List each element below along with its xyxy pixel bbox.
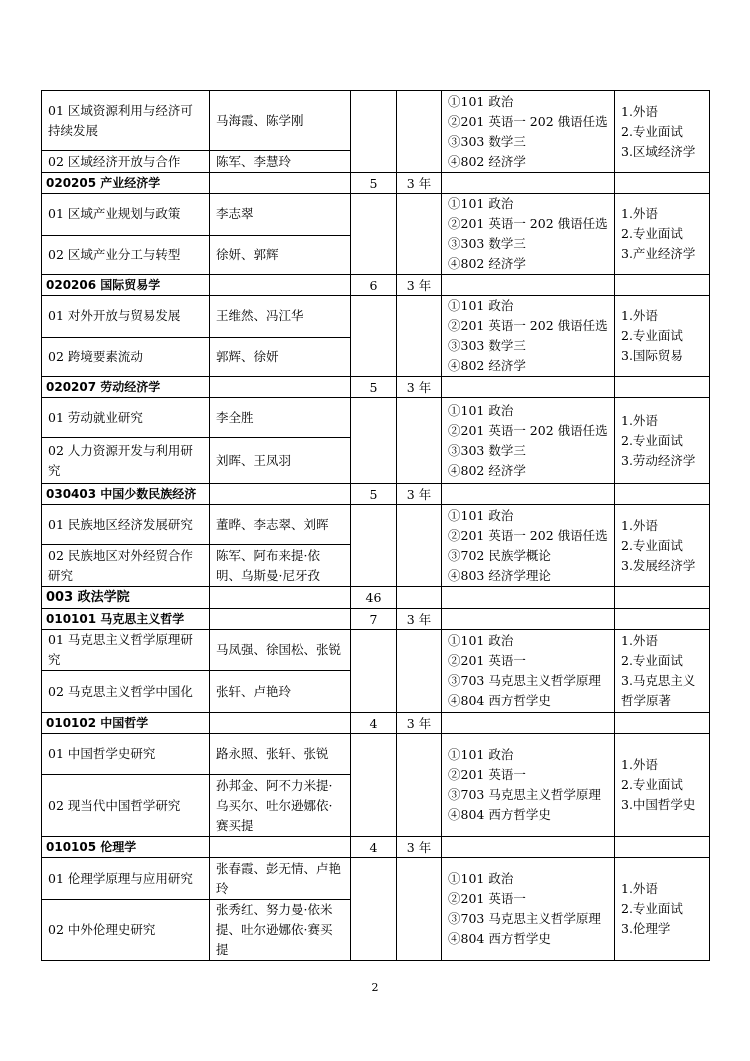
subject-line: ②201 英语一 — [448, 653, 526, 668]
empty-cell — [442, 173, 615, 194]
supervisors: 马凤强、徐国松、张锐 — [210, 630, 351, 671]
empty-cell — [442, 837, 615, 858]
direction-name: 02 马克思主义哲学中国化 — [42, 671, 210, 713]
subject-line: ③303 数学三 — [448, 442, 526, 458]
major-row — [42, 377, 710, 398]
retest-line: 2.专业面试 — [621, 328, 683, 343]
direction-name: 01 伦理学原理与应用研究 — [42, 858, 210, 900]
direction-row — [42, 505, 710, 545]
retest-line: 3.区域经济学 — [621, 143, 696, 159]
retest-subjects — [615, 734, 710, 837]
exam-subjects — [442, 296, 615, 377]
direction-name: 01 区域产业规划与政策 — [42, 194, 210, 236]
supervisors: 路永照、张轩、张锐 — [210, 734, 351, 775]
direction-name: 02 现当代中国哲学研究 — [42, 775, 210, 837]
supervisors: 董晔、李志翠、刘晖 — [210, 505, 351, 545]
retest-subjects — [615, 858, 710, 961]
empty-cell — [615, 587, 710, 609]
college-name: 003 政法学院 — [42, 587, 210, 609]
major-quota: 6 — [351, 275, 397, 296]
direction-name: 01 中国哲学史研究 — [42, 734, 210, 775]
direction-name: 02 民族地区对外经贸合作研究 — [42, 545, 210, 587]
years-cell — [397, 398, 442, 484]
supervisors: 徐妍、郭辉 — [210, 235, 351, 275]
empty-cell — [442, 275, 615, 296]
years-cell — [397, 194, 442, 275]
major-years: 3 年 — [397, 609, 442, 630]
major-quota: 7 — [351, 609, 397, 630]
subject-line: ③703 马克思主义哲学原理 — [448, 787, 601, 802]
direction-row — [42, 734, 710, 775]
major-row — [42, 609, 710, 630]
retest-line: 3.中国哲学史 — [621, 797, 696, 812]
empty-cell — [615, 609, 710, 630]
quota-cell — [351, 505, 397, 587]
quota-cell — [351, 194, 397, 275]
retest-line: 2.专业面试 — [621, 653, 683, 668]
direction-row — [42, 858, 710, 900]
direction-name: 01 区域资源利用与经济可持续发展 — [42, 91, 210, 151]
major-years: 3 年 — [397, 377, 442, 398]
subject-line: ②201 英语一 202 俄语任选 — [448, 216, 608, 231]
retest-line: 3.发展经济学 — [621, 557, 696, 573]
retest-line: 3.产业经济学 — [621, 246, 696, 261]
subject-line: ④804 西方哲学史 — [448, 693, 551, 708]
major-row — [42, 275, 710, 296]
direction-row — [42, 630, 710, 671]
quota-cell — [351, 858, 397, 961]
direction-name: 01 劳动就业研究 — [42, 398, 210, 438]
empty-cell — [397, 587, 442, 609]
retest-line: 3.伦理学 — [621, 921, 671, 936]
empty-cell — [442, 484, 615, 505]
major-row — [42, 173, 710, 194]
retest-line: 2.专业面试 — [621, 901, 683, 916]
major-years: 3 年 — [397, 713, 442, 734]
exam-subjects — [442, 630, 615, 713]
subject-line: ①101 政治 — [448, 871, 514, 886]
supervisors: 陈军、阿布来提·依明、乌斯曼·尼牙孜 — [210, 545, 351, 587]
retest-line: 哲学原著 — [621, 693, 672, 708]
subject-line: ③702 民族学概论 — [448, 547, 551, 563]
empty-cell — [210, 275, 351, 296]
supervisors: 孙邦金、阿不力米提·乌买尔、吐尔逊娜依·赛买提 — [210, 775, 351, 837]
subject-line: ②201 英语一 202 俄语任选 — [448, 113, 608, 129]
retest-line: 2.专业面试 — [621, 777, 683, 792]
direction-name: 02 中外伦理史研究 — [42, 900, 210, 961]
major-row — [42, 837, 710, 858]
retest-line: 1.外语 — [621, 633, 658, 648]
subject-line: ④803 经济学理论 — [448, 567, 551, 583]
subject-line: ②201 英语一 202 俄语任选 — [448, 422, 608, 438]
enrollment-catalog-table — [41, 90, 710, 961]
major-quota: 5 — [351, 377, 397, 398]
retest-line: 3.国际贸易 — [621, 348, 683, 363]
subject-line: ③703 马克思主义哲学原理 — [448, 911, 601, 926]
retest-line: 2.专业面试 — [621, 226, 683, 241]
empty-cell — [615, 837, 710, 858]
empty-cell — [442, 377, 615, 398]
subject-line: ④804 西方哲学史 — [448, 807, 551, 822]
subject-line: ②201 英语一 — [448, 891, 526, 906]
subject-line: ①101 政治 — [448, 747, 514, 762]
supervisors: 王维然、冯江华 — [210, 296, 351, 338]
major-quota: 5 — [351, 484, 397, 505]
empty-cell — [210, 837, 351, 858]
empty-cell — [210, 713, 351, 734]
subject-line: ①101 政治 — [448, 507, 514, 523]
empty-cell — [615, 275, 710, 296]
empty-cell — [615, 377, 710, 398]
page-number: 2 — [371, 981, 379, 994]
years-cell — [397, 734, 442, 837]
quota-cell — [351, 630, 397, 713]
direction-row — [42, 194, 710, 236]
direction-name: 01 民族地区经济发展研究 — [42, 505, 210, 545]
retest-line: 2.专业面试 — [621, 123, 683, 139]
major-name: 010102 中国哲学 — [42, 713, 210, 734]
direction-name: 02 区域产业分工与转型 — [42, 235, 210, 275]
retest-subjects — [615, 630, 710, 713]
supervisors: 马海霞、陈学刚 — [210, 91, 351, 151]
direction-name: 02 人力资源开发与利用研究 — [42, 438, 210, 484]
major-years: 3 年 — [397, 837, 442, 858]
empty-cell — [210, 173, 351, 194]
empty-cell — [615, 484, 710, 505]
major-name: 010101 马克思主义哲学 — [42, 609, 210, 630]
major-row — [42, 484, 710, 505]
quota-cell — [351, 91, 397, 173]
subject-line: ②201 英语一 202 俄语任选 — [448, 318, 608, 333]
retest-line: 1.外语 — [621, 517, 658, 533]
subject-line: ①101 政治 — [448, 93, 514, 109]
direction-row — [42, 91, 710, 151]
years-cell — [397, 296, 442, 377]
subject-line: ①101 政治 — [448, 298, 514, 313]
quota-cell — [351, 734, 397, 837]
exam-subjects — [442, 91, 615, 173]
college-quota: 46 — [351, 587, 397, 609]
retest-subjects — [615, 91, 710, 173]
major-name: 020206 国际贸易学 — [42, 275, 210, 296]
subject-line: ①101 政治 — [448, 633, 514, 648]
college-row — [42, 587, 710, 609]
subject-line: ③303 数学三 — [448, 236, 526, 251]
retest-line: 2.专业面试 — [621, 432, 683, 448]
exam-subjects — [442, 194, 615, 275]
exam-subjects — [442, 858, 615, 961]
subject-line: ③303 数学三 — [448, 133, 526, 149]
subject-line: ②201 英语一 202 俄语任选 — [448, 527, 608, 543]
empty-cell — [442, 587, 615, 609]
empty-cell — [210, 587, 351, 609]
supervisors: 陈军、李慧玲 — [210, 151, 351, 173]
exam-subjects — [442, 505, 615, 587]
major-quota: 4 — [351, 713, 397, 734]
retest-line: 1.外语 — [621, 757, 658, 772]
major-name: 010105 伦理学 — [42, 837, 210, 858]
subject-line: ④802 经济学 — [448, 153, 526, 169]
quota-cell — [351, 296, 397, 377]
retest-subjects — [615, 296, 710, 377]
subject-line: ④804 西方哲学史 — [448, 931, 551, 946]
direction-name: 01 马克思主义哲学原理研究 — [42, 630, 210, 671]
retest-subjects — [615, 505, 710, 587]
major-years: 3 年 — [397, 173, 442, 194]
subject-line: ①101 政治 — [448, 196, 514, 211]
retest-line: 3.马克思主义 — [621, 673, 696, 688]
major-name: 030403 中国少数民族经济 — [42, 484, 210, 505]
direction-name: 01 对外开放与贸易发展 — [42, 296, 210, 338]
major-years: 3 年 — [397, 484, 442, 505]
major-years: 3 年 — [397, 275, 442, 296]
exam-subjects — [442, 734, 615, 837]
retest-line: 2.专业面试 — [621, 537, 683, 553]
retest-subjects — [615, 194, 710, 275]
direction-name: 02 区域经济开放与合作 — [42, 151, 210, 173]
supervisors: 郭辉、徐妍 — [210, 337, 351, 377]
years-cell — [397, 630, 442, 713]
subject-line: ③303 数学三 — [448, 338, 526, 353]
supervisors: 李志翠 — [210, 194, 351, 236]
empty-cell — [615, 173, 710, 194]
retest-line: 1.外语 — [621, 103, 658, 119]
direction-row — [42, 296, 710, 338]
retest-line: 1.外语 — [621, 881, 658, 896]
exam-subjects — [442, 398, 615, 484]
direction-row — [42, 398, 710, 438]
empty-cell — [615, 713, 710, 734]
retest-line: 1.外语 — [621, 412, 658, 428]
major-name: 020205 产业经济学 — [42, 173, 210, 194]
major-quota: 4 — [351, 837, 397, 858]
retest-line: 1.外语 — [621, 206, 658, 221]
subject-line: ②201 英语一 — [448, 767, 526, 782]
direction-name: 02 跨境要素流动 — [42, 337, 210, 377]
empty-cell — [442, 713, 615, 734]
major-name: 020207 劳动经济学 — [42, 377, 210, 398]
retest-line: 1.外语 — [621, 308, 658, 323]
empty-cell — [442, 609, 615, 630]
subject-line: ③703 马克思主义哲学原理 — [448, 673, 601, 688]
years-cell — [397, 505, 442, 587]
empty-cell — [210, 377, 351, 398]
subject-line: ④802 经济学 — [448, 256, 526, 271]
major-row — [42, 713, 710, 734]
subject-line: ④802 经济学 — [448, 462, 526, 478]
quota-cell — [351, 398, 397, 484]
empty-cell — [210, 609, 351, 630]
major-quota: 5 — [351, 173, 397, 194]
supervisors: 张春霞、彭无情、卢艳玲 — [210, 858, 351, 900]
supervisors: 李全胜 — [210, 398, 351, 438]
subject-line: ①101 政治 — [448, 402, 514, 418]
years-cell — [397, 858, 442, 961]
retest-subjects — [615, 398, 710, 484]
retest-line: 3.劳动经济学 — [621, 452, 696, 468]
supervisors: 张轩、卢艳玲 — [210, 671, 351, 713]
empty-cell — [210, 484, 351, 505]
subject-line: ④802 经济学 — [448, 358, 526, 373]
supervisors: 刘晖、王凤羽 — [210, 438, 351, 484]
years-cell — [397, 91, 442, 173]
supervisors: 张秀红、努力曼·依米提、吐尔逊娜依·赛买提 — [210, 900, 351, 961]
